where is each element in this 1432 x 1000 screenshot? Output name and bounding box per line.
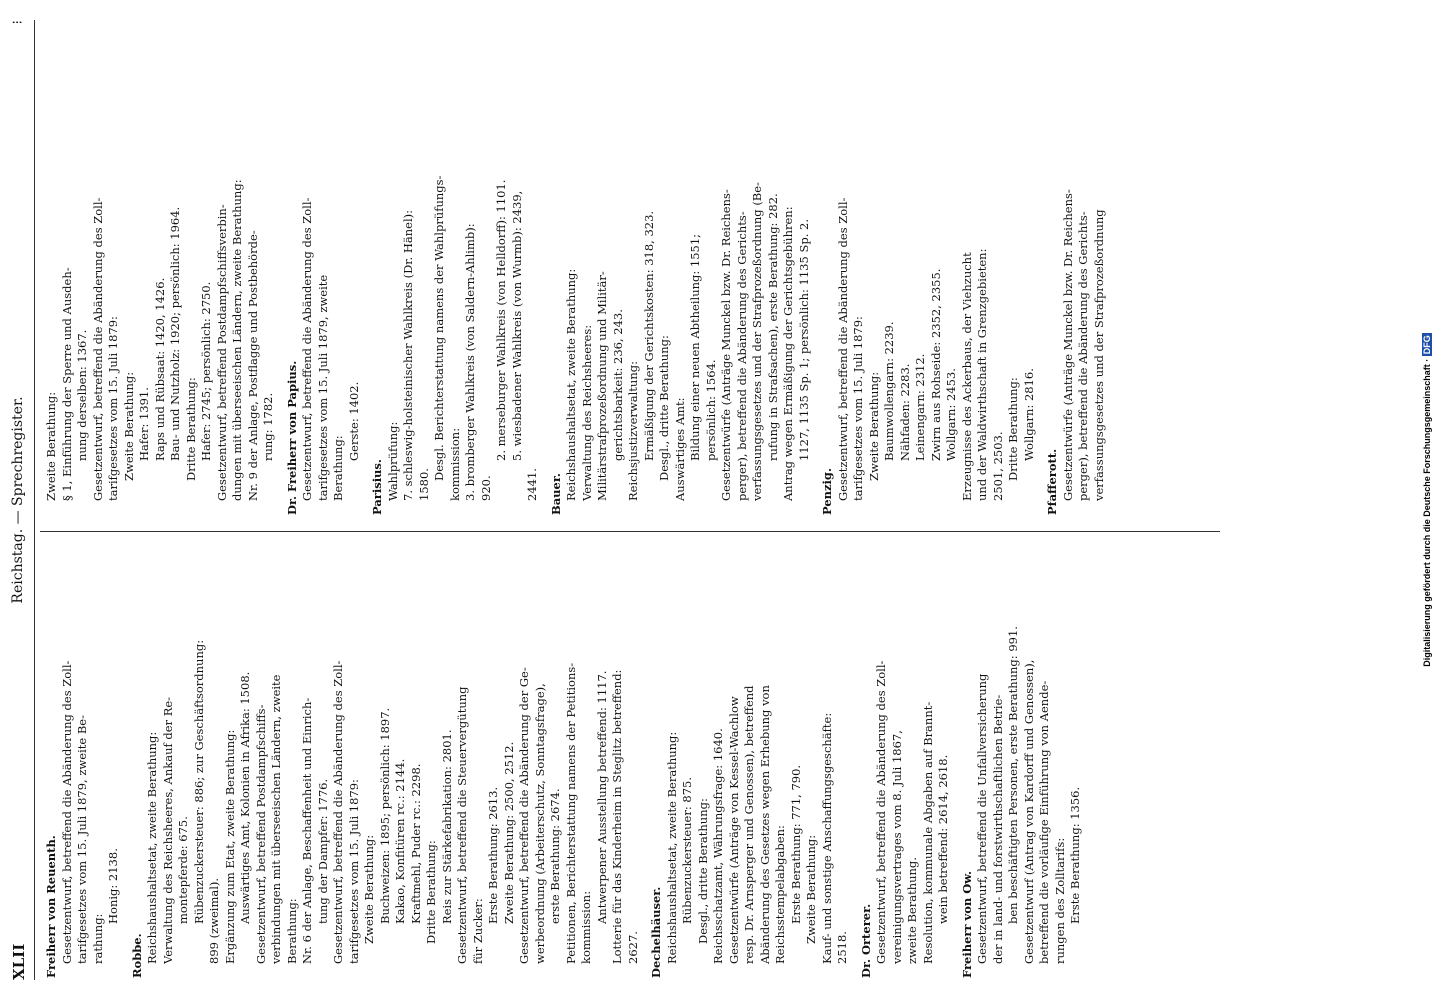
entry-line: 1127, 1135 Sp. 1; persönlich: 1135 Sp. 2. [796, 219, 811, 461]
speaker-name: Parisius. [370, 459, 384, 515]
entry-line: Dritte Berathung: [1006, 377, 1020, 481]
page-number: XLII [10, 943, 28, 980]
speaker-name: Dr. Freiherr von Papius. [284, 360, 299, 515]
entry-line: Gesetzentwürfe (Anträge Munckel bzw. Dr. Reichens- [1060, 189, 1075, 501]
speaker-name: Bauer. [548, 473, 563, 515]
entry-line: Erste Berathung: 1356. [1068, 786, 1082, 924]
entry-line: perger), betreffend die Abänderung des Gerichts- [734, 211, 749, 501]
entry-line: 3. bromberger Wahlkreis (von Saldern-Ahlimb): [463, 223, 477, 501]
entry-line: Petitionen, Berichterstattung namens der Petitions- [563, 662, 578, 964]
entry-line: Gesetzentwürfe (Anträge von Kessel-Wachlow [726, 696, 741, 964]
register-entry [649, 538, 851, 978]
entry-line: ben beschäftigten Personen, erste Berathung: 991. [1006, 626, 1020, 924]
entry-line: der in land- und forstwirthschaftlichen Betrie- [990, 694, 1005, 964]
entry-line: Zweite Berathung: [44, 391, 58, 501]
entry-line: Reichshaushaltsetat, zweite Berathung: [145, 731, 159, 964]
page-header [8, 20, 34, 980]
entry-line: verfassungsgesetzes und der Strafprozeßordnung [1091, 209, 1106, 501]
entry-line: Desgl., dritte Berathung: [657, 335, 671, 481]
entry-line: vereinigungsvertrages vom 8. Juli 1867, [889, 730, 904, 964]
entry-line: rungen des Zolltarifs: [1052, 837, 1067, 964]
entry-line: Rübenzuckersteuer: 886; zur Geschäftsordnung: [191, 639, 206, 924]
entry-line: Ermäßigung der Gerichtskosten: 318, 323. [641, 210, 656, 461]
entry-line: Baumwollengarn: 2239. [882, 321, 896, 461]
register-entry [960, 538, 1084, 978]
entry-line: 2501, 2503. [990, 431, 1005, 501]
entry-line: rung: 1782. [261, 392, 275, 461]
entry-line: Kraftmehl, Puder rc.: 2298. [408, 763, 423, 924]
entry-line: 899 (zweimal). [207, 877, 221, 964]
entry-line: Gesetzentwurf (Antrag von Kardorff und Genossen), [1021, 659, 1036, 964]
entry-line: Gesetzentwurf, betreffend die Abänderung des Zoll- [835, 197, 850, 501]
entry-line: erste Berathung: 2674. [548, 788, 562, 924]
entry-line: Zweite Berathung: [866, 371, 881, 481]
register-entry [44, 538, 122, 978]
speaker-name: Dechelhäuser. [649, 886, 663, 978]
entry-line: Bildung einer neuen Abtheilung: 1551; [688, 233, 702, 461]
entry-line: Honig: 2138. [106, 848, 120, 924]
entry-line: Ergänzung zum Etat, zweite Berathung: [222, 729, 237, 964]
entry-line: Lotterie für das Kinderheim in Steglitz betreffend: [610, 669, 624, 964]
column-divider [40, 531, 1220, 532]
entry-line: montepferde: 675. [176, 816, 190, 924]
entry-line: Wahlprüfung: [385, 421, 400, 501]
entry-line: Raps und Rübsaat: 1420, 1426. [152, 277, 167, 461]
entry-line: Antrag wegen Ermäßigung der Gerichtsgebühren: [781, 206, 795, 501]
speaker-name: Robbe. [129, 933, 144, 978]
entry-line: Berathung: [331, 435, 345, 501]
credit-text: Digitalisierung gefördert durch die Deutsche Forschungsgemeinschaft [1422, 364, 1432, 667]
entry-line: rufung in Strafsachen), erste Berathung: 282. [765, 193, 780, 461]
header-marker: ⁝ [10, 20, 26, 25]
entry-line: Zwirn aus Rohseide: 2352, 2355. [928, 268, 943, 461]
entry-line: werbeordnung (Arbeiterschutz, Sonntagsfrage), [532, 683, 547, 964]
entry-line: verfassungsgesetzes und der Strafprozeßordnung (Be- [750, 182, 764, 501]
entry-line: 7. schleswig-holsteinischer Wahlkreis (Dr. Hänel): [401, 210, 415, 501]
register-entry [820, 75, 1037, 515]
entry-line: 2. merseburger Wahlkreis (von Helldorff): 1101. [494, 179, 508, 461]
entry-line: Reichshaushaltsetat, zweite Berathung: [664, 731, 679, 964]
entry-line: Desgl., dritte Berathung: [695, 798, 710, 944]
right-column [44, 75, 1115, 515]
entry-line: Zweite Berathung: 2500, 2512. [501, 741, 516, 924]
entry-line: perger), betreffend die Abänderung des Gerichts- [1076, 211, 1090, 501]
entry-line: Gesetzentwurf, betreffend Postdampfschiffsverbin- [214, 204, 229, 501]
entry-line: tarifgesetzes vom 15. Juli 1879: [346, 779, 361, 964]
entry-line: Desgl. Berichterstattung namens der Wahlprüfungs- [432, 175, 446, 481]
entry-line: Nähfaden: 2283. [897, 363, 912, 461]
entry-line: tarifgesetzes vom 15. Juli 1879: [106, 316, 120, 501]
entry-line: Leinengarn: 2312. [913, 353, 927, 461]
entry-line: tarifgesetzes vom 15. Juli 1879, zweite Be- [75, 715, 89, 964]
speaker-name: Dr. Orterer. [858, 903, 873, 978]
entry-line: Kakao, Konfitüren rc.: 2144. [393, 758, 407, 924]
entry-line: persönlich: 1564. [703, 359, 718, 461]
entry-line: Auswärtiges Amt: [672, 397, 687, 501]
entry-line: tarifgesetzes vom 15. Juli 1879: [851, 316, 865, 501]
entry-line: für Zucker: [470, 898, 485, 964]
entry-line: resp. Dr. Arnsperger und Genossen), betreffend [742, 685, 756, 964]
entry-line: Gerste: 1402. [346, 381, 361, 461]
entry-line: Gesetzentwurf, betreffend die Abänderung des Zoll- [874, 660, 888, 964]
entry-line: 5. wiesbadener Wahlkreis (von Wurmb): 2439, [509, 190, 524, 461]
entry-line: wein betreffend: 2614, 2618. [936, 754, 950, 924]
entry-line: Erste Berathung: 2613. [486, 786, 500, 924]
entry-line: Dritte Berathung: [183, 377, 198, 481]
register-entry [1045, 75, 1107, 515]
entry-line: Verwaltung des Reichsheeres, Ankauf der Re- [160, 696, 175, 964]
left-column [44, 538, 1092, 978]
entry-line: Nr. 9 der Anlage, Postflagge und Postbehörde- [245, 230, 260, 501]
entry-line: Wollgarn: 2453. [944, 368, 958, 461]
entry-line: tarifgesetzes vom 15. Juli 1879, zweite [315, 274, 330, 501]
entry-line: Gesetzentwürfe (Anträge Munckel bzw. Dr. Reichens- [719, 189, 733, 501]
speaker-name: Pfafferott. [1045, 448, 1059, 515]
entry-line: Hafer: 1391. [137, 387, 151, 461]
entry-line: Nr. 6 der Anlage, Beschaffenheit und Einrich- [300, 697, 314, 964]
entry-line: 2518. [835, 931, 849, 964]
entry-line: betreffend die vorläufige Einführung von Aende- [1037, 680, 1051, 964]
entry-line: Bau- und Nutzholz: 1920; persönlich: 1964. [168, 206, 182, 461]
entry-line: gerichtsbarkeit: 236, 243. [610, 309, 625, 461]
speaker-name: Freiherr von Reuenth. [44, 835, 58, 978]
entry-line: Zweite Berathung: [121, 371, 136, 481]
entry-line: Gesetzentwurf, betreffend die Abänderung des Zoll- [331, 660, 345, 964]
register-entry [549, 75, 813, 515]
entry-line: Gesetzentwurf, betreffend Postdampfschiffs- [253, 704, 268, 964]
entry-line: Gesetzentwurf, betreffend die Unfallversicherung [975, 673, 989, 964]
entry-line: 2441. [525, 468, 539, 501]
entry-line: § 1, Einführung der Sperre und Ausdeh- [59, 267, 74, 501]
entry-line: Auswärtiges Amt, Kolonien in Afrika: 1508. [238, 671, 252, 924]
entry-line: Resolution, kommunale Abgaben auf Brannt- [920, 701, 935, 964]
entry-line: Gesetzentwurf, betreffend die Abänderung des Zoll- [300, 197, 314, 501]
entry-line: nung derselben: 1367. [75, 329, 89, 461]
entry-line: Wollgarn: 2816. [1021, 368, 1036, 461]
register-entry [285, 75, 363, 515]
entry-line: Gesetzentwurf, betreffend die Abänderung des Zoll- [59, 660, 74, 964]
entry-line: Verwaltung des Reichsheeres: [579, 324, 594, 501]
entry-line: dungen mit überseeischen Ländern, zweite Berathung: [230, 179, 244, 501]
entry-line: 1580. [416, 468, 431, 501]
entry-line: Abänderung des Gesetzes wegen Erhebung von [757, 685, 772, 964]
entry-line: kommission: [447, 427, 462, 501]
entry-line: Reichsstempelabgaben: [773, 825, 787, 964]
entry-line: Reichsjustizverwaltung: [626, 361, 640, 501]
register-entry [130, 538, 642, 978]
speaker-name: Freiherr von Ow. [959, 871, 974, 978]
entry-line: Erste Berathung: 771, 790. [788, 764, 803, 924]
side-credit: Digitalisierung gefördert durch die Deutsche Forschungsgemeinschaft · DFG [1422, 335, 1432, 667]
entry-line: Gesetzentwurf, betreffend die Abänderung der Ge- [517, 667, 531, 964]
entry-line: Zweite Berathung: [362, 834, 376, 944]
header-rule [34, 20, 35, 980]
entry-line: Reis zur Stärkefabrikation: 2801. [439, 729, 454, 924]
entry-line: Gesetzentwurf, betreffend die Steuervergütung [455, 686, 469, 964]
entry-line: kommission: [579, 890, 593, 964]
entry-line: zweite Berathung. [905, 857, 919, 964]
entry-line: Antwerpener Ausstellung betreffend: 1117. [594, 670, 609, 924]
entry-line: Buchweizen: 1895; persönlich: 1897. [377, 707, 392, 924]
register-entry [370, 75, 541, 515]
entry-line: tung der Dampfer: 1776. [315, 778, 330, 924]
entry-line: Militärstrafprozeßordnung und Militär- [595, 271, 609, 501]
entry-line: Kauf- und sonstige Anschaffungsgeschäfte: [819, 712, 834, 964]
entry-line: rathung: [90, 913, 105, 964]
speaker-name: Penzig. [820, 468, 834, 515]
entry-line: Gesetzentwurf, betreffend die Abänderung des Zoll- [90, 197, 105, 501]
entry-line: Dritte Berathung: [424, 840, 438, 944]
running-title: Reichstag. — Sprechregister. [10, 396, 26, 604]
entry-line: Erzeugnisse des Ackerbaus, der Viehzucht [959, 252, 974, 501]
entry-line: Hafer: 2745; persönlich: 2750. [199, 281, 213, 461]
register-entry [44, 75, 277, 515]
entry-line: 2627. [625, 931, 640, 964]
entry-line: Reichsschatzamt, Währungsfrage: 1640. [711, 728, 725, 964]
entry-line: und der Waldwirthschaft in Grenzgebieten: [975, 248, 989, 501]
entry-line: 920. [478, 475, 493, 501]
entry-line: Reichshaushaltsetat, zweite Berathung: [564, 268, 578, 501]
entry-line: Rübenzuckersteuer: 875. [680, 777, 694, 924]
entry-line: verbindungen mit überseeischen Ländern, zweite [269, 674, 283, 964]
entry-line: Zweite Berathung: [804, 834, 818, 944]
register-entry [859, 538, 952, 978]
dfg-logo: DFG [1422, 335, 1432, 355]
entry-line: Berathung: [284, 898, 299, 964]
